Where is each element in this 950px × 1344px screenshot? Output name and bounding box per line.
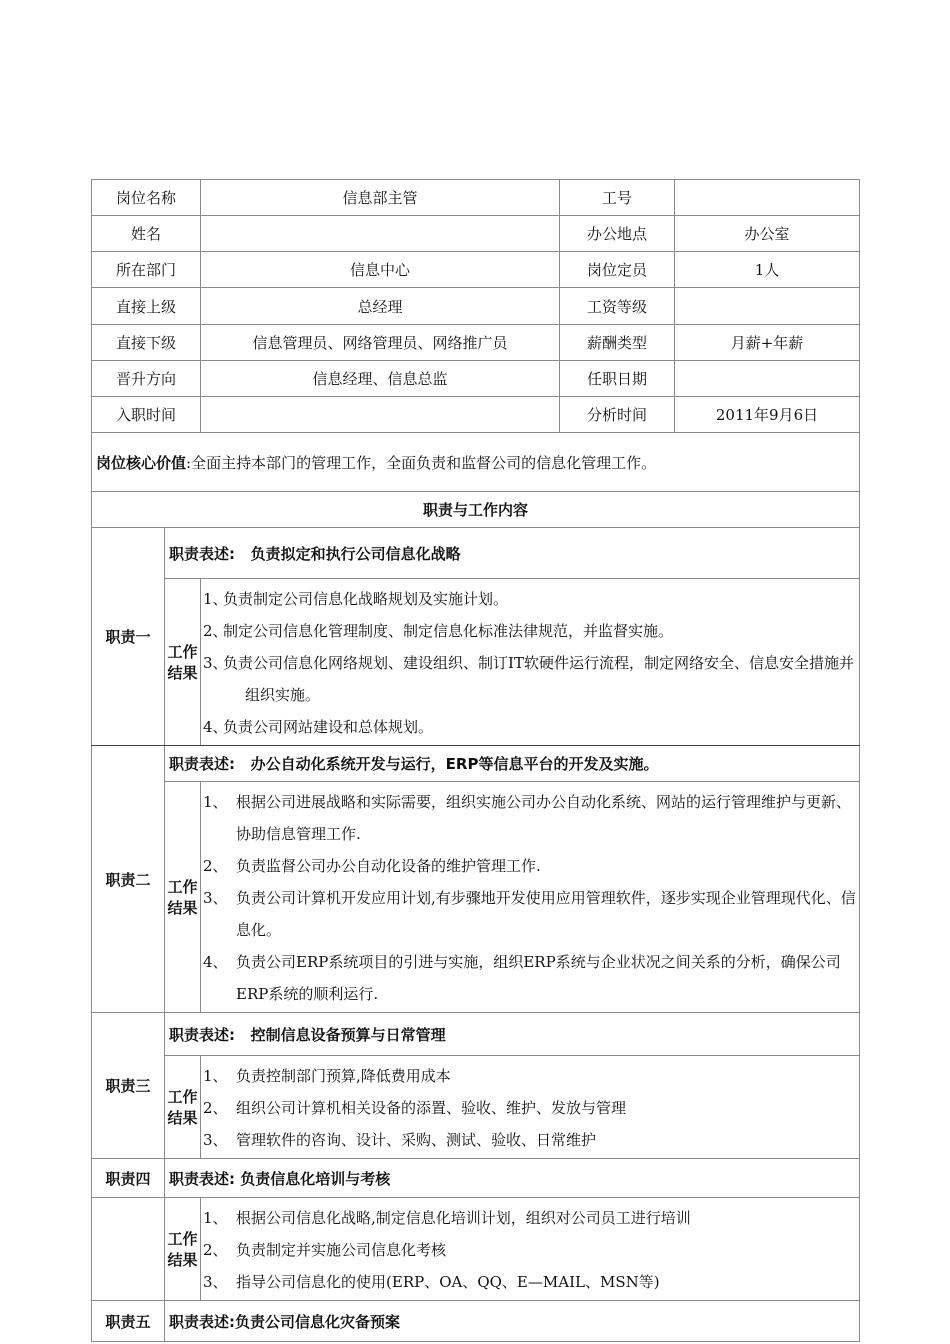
- duty-4-result-label: [165, 1198, 201, 1301]
- item-text: 负责制定公司信息化战略规划及实施计划。: [223, 590, 509, 608]
- row-section-title: [92, 492, 860, 528]
- list-item: [201, 850, 859, 882]
- duty-2-desc-text: 办公自动化系统开发与运行，ERP等信息平台的开发及实施。: [250, 755, 659, 773]
- item-text: 负责公司信息化网络规划、建设组织、制订IT软硬件运行流程，制定网络安全、信息安全措施并组织实施。: [223, 654, 854, 704]
- core-value-label: 岗位核心价值: [96, 453, 187, 472]
- quota-label: 岗位定员: [560, 252, 675, 288]
- promotion-value: 信息经理、信息总监: [201, 361, 560, 397]
- list-item: [201, 946, 859, 1010]
- duty-1-result-row: [92, 579, 860, 746]
- duty-2-items: [201, 782, 860, 1013]
- item-number: 4、: [203, 953, 228, 971]
- item-text: 负责公司网站建设和总体规划。: [223, 718, 434, 736]
- duty-4-desc-label: 职责表述:: [169, 1169, 235, 1188]
- dept-value: 信息中心: [201, 252, 560, 288]
- item-text: 负责公司ERP系统项目的引进与实施，组织ERP系统与企业状况之间关系的分析，确保公司ERP系统的顺利运行.: [236, 953, 841, 1003]
- duty-3-result-row: [92, 1056, 860, 1159]
- row-promotion: [92, 361, 860, 397]
- salary-grade-value: [675, 288, 860, 325]
- analysis-date-value: 2011年9月6日: [675, 397, 860, 433]
- item-text: 负责监督公司办公自动化设备的维护管理工作.: [236, 857, 541, 875]
- list-item: [201, 583, 859, 615]
- post-name-label: 岗位名称: [92, 180, 201, 216]
- duty-3-desc-label: 职责表述:: [169, 1025, 235, 1044]
- duty-2-desc-row: [92, 746, 860, 782]
- appoint-date-label: 任职日期: [560, 361, 675, 397]
- item-text: 指导公司信息化的使用(ERP、OA、QQ、E—MAIL、MSN等): [236, 1273, 660, 1291]
- item-number: 2、: [203, 622, 228, 640]
- item-text: 负责公司计算机开发应用计划,有步骤地开发使用应用管理软件，逐步实现企业管理现代化、信息化。: [236, 889, 856, 939]
- list-item: [201, 1266, 859, 1298]
- pay-type-value: 月薪+年薪: [675, 325, 860, 361]
- duty-4-result-row: [92, 1198, 860, 1301]
- duty-1-desc-text: 负责拟定和执行公司信息化战略: [250, 544, 461, 563]
- promotion-label: 晋升方向: [92, 361, 201, 397]
- item-number: 3、: [203, 654, 228, 672]
- item-number: 3、: [203, 1273, 228, 1291]
- duty-3-desc-row: [92, 1013, 860, 1056]
- list-item: [201, 615, 859, 647]
- dept-label: 所在部门: [92, 252, 201, 288]
- duty-4-desc-row: [92, 1159, 860, 1198]
- item-number: 3、: [203, 1131, 228, 1149]
- item-text: 负责控制部门预算,降低费用成本: [236, 1067, 451, 1085]
- item-text: 组织公司计算机相关设备的添置、验收、维护、发放与管理: [236, 1099, 627, 1117]
- duty-2-result-label: [165, 782, 201, 1013]
- list-item: [201, 1234, 859, 1266]
- item-text: 负责制定并实施公司信息化考核: [236, 1241, 447, 1259]
- quota-value: 1人: [675, 252, 860, 288]
- list-item: [201, 1202, 859, 1234]
- row-post-name: [92, 180, 860, 216]
- name-label: 姓名: [92, 216, 201, 252]
- post-name-value: 信息部主管: [201, 180, 560, 216]
- duty-3-items: [201, 1056, 860, 1159]
- job-no-label: 工号: [560, 180, 675, 216]
- item-text: 根据公司进展战略和实际需要，组织实施公司办公自动化系统、网站的运行管理维护与更新、协助信息管理工作.: [236, 793, 852, 843]
- item-text: 根据公司信息化战略,制定信息化培训计划，组织对公司员工进行培训: [236, 1209, 691, 1227]
- duty-5-name: 职责五: [92, 1301, 165, 1342]
- duty-1-name: 职责一: [92, 528, 165, 746]
- duty-3-result-label-text: 工作结果: [167, 1088, 198, 1127]
- item-number: 1、: [203, 1067, 228, 1085]
- entry-date-value: [201, 397, 560, 433]
- duty-1-result-label-text: 工作结果: [167, 643, 198, 682]
- job-description-table: [91, 179, 860, 1342]
- duty-2-name: 职责二: [92, 746, 165, 1013]
- duty-4-name: 职责四: [92, 1159, 165, 1198]
- duty-2-desc: [165, 746, 860, 782]
- core-value-cell: [92, 433, 860, 492]
- section-title: 职责与工作内容: [92, 492, 860, 528]
- duty-3-name: 职责三: [92, 1013, 165, 1159]
- list-item: [201, 647, 859, 711]
- duty-1-items: [201, 579, 860, 746]
- list-item: [201, 786, 859, 850]
- name-value: [201, 216, 560, 252]
- duty-2-result-label-text: 工作结果: [167, 878, 198, 917]
- duty-5-desc-row: [92, 1301, 860, 1342]
- item-number: 2、: [203, 1241, 228, 1259]
- duty-4-blank-cell: [92, 1198, 165, 1301]
- row-subordinate: [92, 325, 860, 361]
- appoint-date-value: [675, 361, 860, 397]
- row-dept: [92, 252, 860, 288]
- duty-4-desc-text: 负责信息化培训与考核: [240, 1169, 391, 1188]
- item-number: 2、: [203, 1099, 228, 1117]
- subordinate-value: 信息管理员、网络管理员、网络推广员: [201, 325, 560, 361]
- pay-type-label: 薪酬类型: [560, 325, 675, 361]
- item-number: 2、: [203, 857, 228, 875]
- duty-5-desc-label: 职责表述:: [169, 1312, 235, 1331]
- duty-3-desc-text: 控制信息设备预算与日常管理: [250, 1025, 446, 1044]
- office-label: 办公地点: [560, 216, 675, 252]
- list-item: [201, 1092, 859, 1124]
- job-no-value: [675, 180, 860, 216]
- duty-3-desc: [165, 1013, 860, 1056]
- duty-4-result-label-text: 工作结果: [167, 1230, 198, 1269]
- analysis-date-label: 分析时间: [560, 397, 675, 433]
- row-entry-date: [92, 397, 860, 433]
- list-item: [201, 1124, 859, 1156]
- item-number: 1、: [203, 1209, 228, 1227]
- item-text: 管理软件的咨询、设计、采购、测试、验收、日常维护: [236, 1131, 597, 1149]
- item-number: 3、: [203, 889, 228, 907]
- salary-grade-label: 工资等级: [560, 288, 675, 325]
- duty-4-desc: [165, 1159, 860, 1198]
- item-text: 制定公司信息化管理制度、制定信息化标准法律规范，并监督实施。: [223, 622, 674, 640]
- duty-5-desc: [165, 1301, 860, 1342]
- entry-date-label: 入职时间: [92, 397, 201, 433]
- duty-4-items: [201, 1198, 860, 1301]
- duty-3-result-label: [165, 1056, 201, 1159]
- office-value: 办公室: [675, 216, 860, 252]
- duty-2-result-row: [92, 782, 860, 1013]
- duty-1-desc: [165, 528, 860, 579]
- item-number: 1、: [203, 793, 228, 811]
- duty-5-desc-text: 负责公司信息化灾备预案: [235, 1312, 401, 1331]
- list-item: [201, 711, 859, 743]
- list-item: [201, 1060, 859, 1092]
- superior-label: 直接上级: [92, 288, 201, 325]
- row-superior: [92, 288, 860, 325]
- core-value-text: :全面主持本部门的管理工作，全面负责和监督公司的信息化管理工作。: [186, 453, 657, 472]
- subordinate-label: 直接下级: [92, 325, 201, 361]
- duty-1-desc-row: [92, 528, 860, 579]
- row-name: [92, 216, 860, 252]
- duty-1-desc-label: 职责表述:: [169, 544, 235, 563]
- duty-1-result-label: [165, 579, 201, 746]
- duty-2-desc-label: 职责表述:: [169, 755, 235, 773]
- superior-value: 总经理: [201, 288, 560, 325]
- item-number: 4、: [203, 718, 228, 736]
- item-number: 1、: [203, 590, 228, 608]
- list-item: [201, 882, 859, 946]
- row-core-value: [92, 433, 860, 492]
